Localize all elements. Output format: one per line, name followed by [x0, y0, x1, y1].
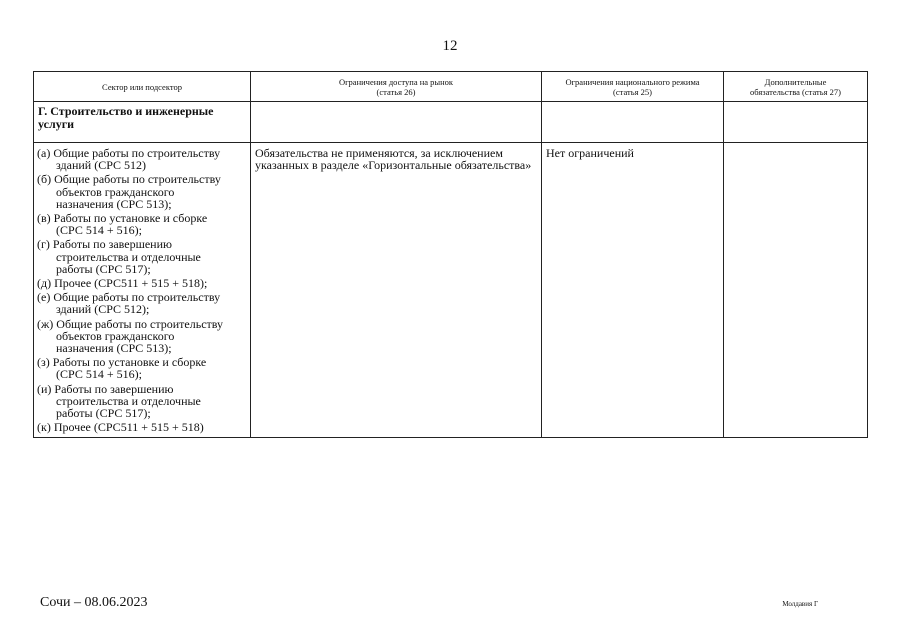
list-item-continuation: назначения (СРС 513); [56, 196, 172, 211]
list-item [37, 318, 247, 355]
commitments-table [33, 71, 868, 438]
list-item [37, 238, 247, 275]
list-item [37, 212, 247, 236]
header-market-access-line-2: (статья 26) [376, 86, 416, 97]
list-item-continuation: зданий (СРС 512); [56, 302, 150, 317]
list-item-continuation: объектов гражданского [56, 184, 175, 199]
section-empty-cell [724, 102, 868, 143]
list-item-label: (и) Работы по завершению [37, 381, 174, 396]
footer-country: Молдавия Г [782, 600, 818, 608]
header-national-line-2: (статья 25) [613, 86, 652, 97]
sector-items-cell [34, 143, 251, 438]
list-item [37, 356, 247, 380]
list-item [37, 291, 247, 315]
list-item [37, 173, 247, 210]
page-number: 12 [442, 38, 458, 54]
list-item-continuation: назначения (СРС 513); [56, 341, 172, 356]
list-item-label: (ж) Общие работы по строительству [37, 316, 224, 331]
list-item-continuation: (СРС 514 + 516); [56, 223, 142, 238]
list-item-label: (д) Прочее (СРС511 + 515 + 518); [37, 276, 208, 291]
list-item-continuation: работы (СРС 517); [56, 261, 151, 276]
section-empty-cell [251, 102, 542, 143]
list-item-continuation: (СРС 514 + 516); [56, 367, 142, 382]
section-title: Г. Строительство и инженерные услуги [34, 102, 251, 143]
list-item [37, 147, 247, 171]
list-item-continuation: строительства и отделочные [56, 393, 201, 408]
header-additional-line-1: Дополнительные [764, 76, 827, 87]
national-treatment-cell: Нет ограничений [542, 143, 724, 438]
footer-location-date: Сочи – 08.06.2023 [40, 595, 148, 610]
list-item-label: (б) Общие работы по строительству [37, 172, 221, 187]
section-empty-cell [542, 102, 724, 143]
list-item-continuation: работы (СРС 517); [56, 406, 151, 421]
header-national-treatment [542, 72, 724, 102]
list-item-label: (з) Работы по установке и сборке [37, 355, 207, 370]
header-market-access-line-1: Ограничения доступа на рынок [338, 76, 454, 87]
sector-items-list [37, 147, 247, 433]
list-item-label: (а) Общие работы по строительству [37, 146, 221, 160]
list-item [37, 383, 247, 420]
list-item [37, 421, 247, 433]
section-row [34, 102, 868, 143]
header-market-access [251, 72, 542, 102]
list-item-label: (г) Работы по завершению [37, 237, 172, 252]
header-additional-line-2: обязательства (статья 27) [749, 86, 841, 97]
table-header-row [34, 72, 868, 102]
table-row [34, 143, 868, 438]
list-item-continuation: зданий (СРС 512) [56, 158, 147, 173]
header-national-line-1: Ограничения национального режима [565, 76, 700, 87]
list-item-continuation: объектов гражданского [56, 328, 175, 343]
market-access-cell: Обязательства не применяются, за исключением указанных в разделе «Горизонтальные обязательства» [251, 143, 542, 438]
list-item-label: (к) Прочее (СРС511 + 515 + 518) [37, 420, 204, 435]
list-item [37, 277, 247, 289]
header-sector: Сектор или подсектор [34, 72, 251, 102]
header-additional [724, 72, 868, 102]
list-item-label: (е) Общие работы по строительству [37, 290, 221, 305]
list-item-label: (в) Работы по установке и сборке [37, 211, 208, 226]
additional-commitments-cell [724, 143, 868, 438]
list-item-continuation: строительства и отделочные [56, 249, 201, 264]
